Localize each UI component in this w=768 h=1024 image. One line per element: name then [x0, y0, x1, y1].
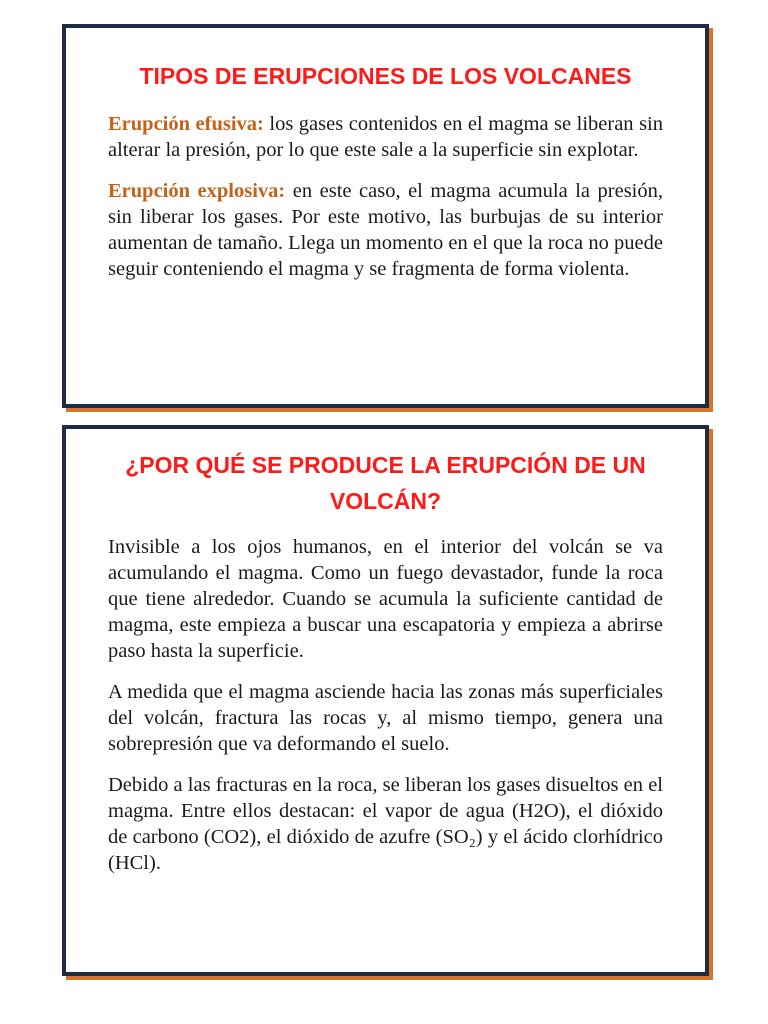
cause-paragraph-1: Invisible a los ojos humanos, en el interior del volcán se va acumulando el magma. Como un fuego devastador, funde la roca que tiene alrededor. Cuando se acumula la suficiente cantidad de magma, este empieza a buscar una escapatoria y empieza a abrirse paso hasta la superficie.	[108, 536, 663, 662]
eruption-types-card	[62, 24, 709, 408]
eruption-types-title: TIPOS DE ERUPCIONES DE LOS VOLCANES	[139, 63, 632, 89]
cause-paragraph-2: A medida que el magma asciende hacia las zonas más superficiales del volcán, fractura las rocas y, al mismo tiempo, genera una sobrepresión que va deformando el suelo.	[108, 681, 663, 755]
effusive-eruption-paragraph	[108, 111, 663, 163]
effusive-eruption-text: los gases contenidos en el magma se liberan sin alterar la presión, por lo que este sale a la superficie sin explotar.	[108, 113, 663, 161]
explosive-eruption-text: en este caso, el magma acumula la presión, sin liberar los gases. Por este motivo, las burbujas de su interior aumentan de tamaño. Llega un momento en el que la roca no puede seguir conteniendo el magma y se fragmenta de forma violenta.	[108, 180, 663, 280]
eruption-cause-card	[62, 425, 709, 976]
effusive-eruption-term: Erupción efusiva:	[108, 113, 264, 135]
cause-paragraph-3: Debido a las fracturas en la roca, se liberan los gases disueltos en el magma. Entre ellos destacan: el vapor de agua (H2O), el dióxido de carbono (CO2), el dióxido de azufre (SO₂) y el ácido clorhídrico (HCl).	[108, 774, 663, 874]
explosive-eruption-paragraph	[108, 178, 663, 282]
eruption-cause-title: ¿POR QUÉ SE PRODUCE LA ERUPCIÓN DE UN VOLCÁN?	[125, 452, 646, 514]
explosive-eruption-term: Erupción explosiva:	[108, 180, 286, 202]
